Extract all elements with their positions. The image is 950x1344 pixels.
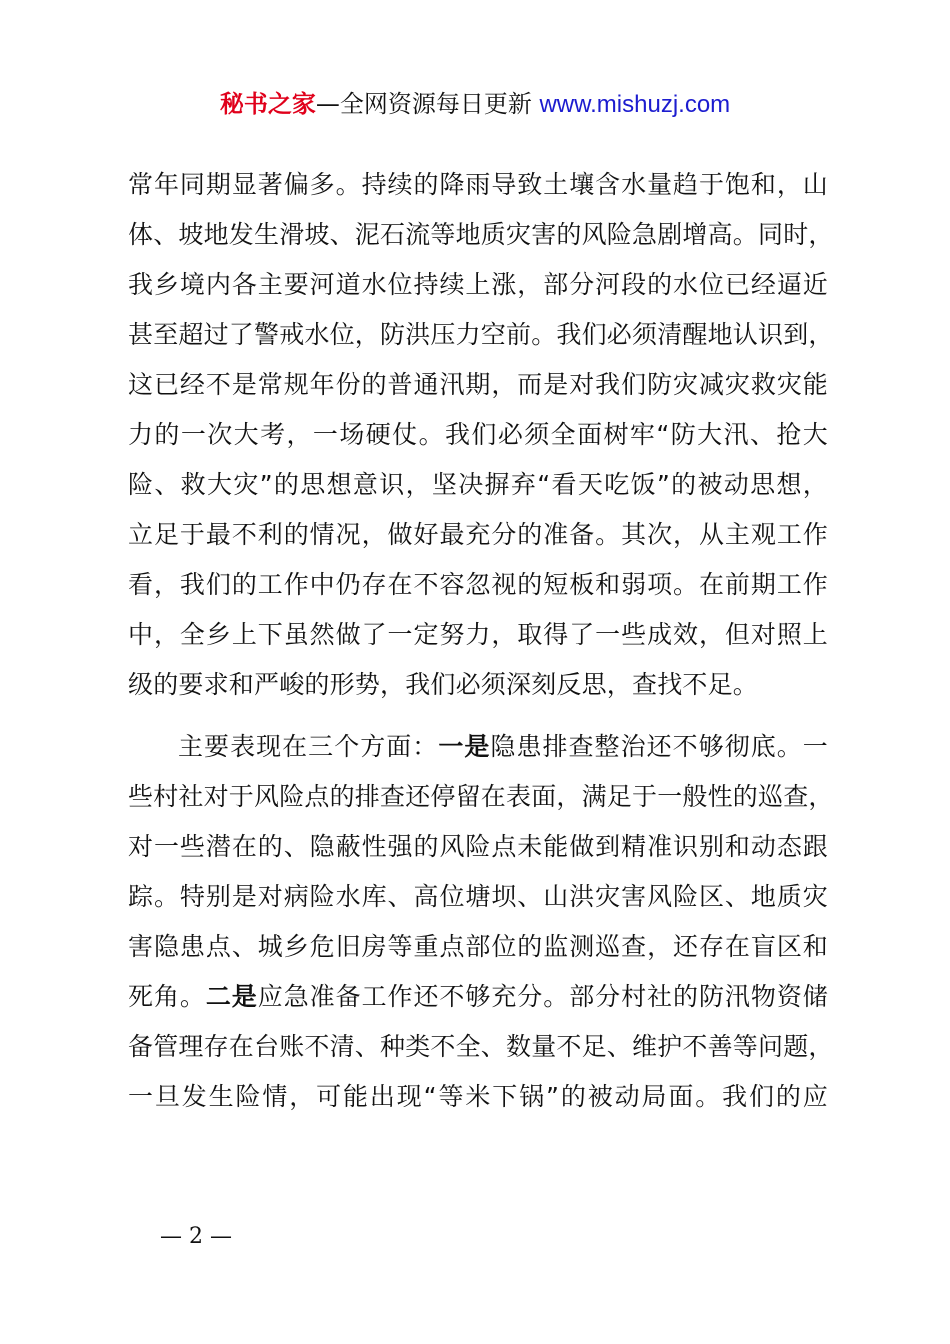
text-line: 对一些潜在的、隐蔽性强的风险点未能做到精准识别和动态跟 [128,832,828,861]
brand-name: 秘书之家 [219,90,316,118]
text-segment: 应急准备工作还不够充分。部分村社的防汛物资储 [257,982,828,1011]
text-line: 些村社对于风险点的排查还停留在表面，满足于一般性的巡查， [128,782,834,811]
text-line: 险、救大灾”的思想意识，坚决摒弃“看天吃饭”的被动思想， [128,470,828,499]
text-line: 一旦发生险情，可能出现“等米下锅”的被动局面。我们的应 [128,1082,828,1111]
paragraph-1 [128,160,834,710]
page-number: — 2 — [160,1224,232,1249]
text-segment: 主要表现在三个方面： [178,732,439,761]
text-line: 甚至超过了警戒水位，防洪压力空前。我们必须清醒地认识到， [128,320,834,349]
paragraph-2 [128,722,834,1122]
emphasis-first: 一是 [438,732,491,761]
text-line: 立足于最不利的情况，做好最充分的准备。其次，从主观工作 [128,520,828,549]
text-line: 踪。特别是对病险水库、高位塘坝、山洪灾害风险区、地质灾 [128,882,828,911]
text-line: 常年同期显著偏多。持续的降雨导致土壤含水量趋于饱和，山 [128,170,828,199]
text-segment: 死角。 [128,982,206,1011]
text-line: 我乡境内各主要河道水位持续上涨，部分河段的水位已经逼近 [128,270,828,299]
text-line: 备管理存在台账不清、种类不全、数量不足、维护不善等问题， [128,1032,834,1061]
document-body [128,160,834,1122]
emphasis-second: 二是 [205,982,258,1011]
header-slogan: —全网资源每日更新 [315,90,540,118]
text-line: 力的一次大考，一场硬仗。我们必须全面树牢“防大汛、抢大 [128,420,828,449]
text-line: 看，我们的工作中仍存在不容忽视的短板和弱项。在前期工作 [128,570,828,599]
text-segment: 隐患排查整治还不够彻底。一 [490,732,828,761]
text-line: 害隐患点、城乡危旧房等重点部位的监测巡查，还存在盲区和 [128,932,828,961]
text-line: 级的要求和严峻的形势，我们必须深刻反思，查找不足。 [128,670,759,699]
text-line: 这已经不是常规年份的普通汛期，而是对我们防灾减灾救灾能 [128,370,828,399]
text-line: 体、坡地发生滑坡、泥石流等地质灾害的风险急剧增高。同时， [128,220,834,249]
text-line: 中，全乡上下虽然做了一定努力，取得了一些成效，但对照上 [128,620,828,649]
text-line [128,972,828,1022]
paragraph-spacer [128,710,828,722]
site-url[interactable]: www.mishuzj.com [539,91,731,118]
text-line [128,722,828,772]
site-header [0,86,950,123]
